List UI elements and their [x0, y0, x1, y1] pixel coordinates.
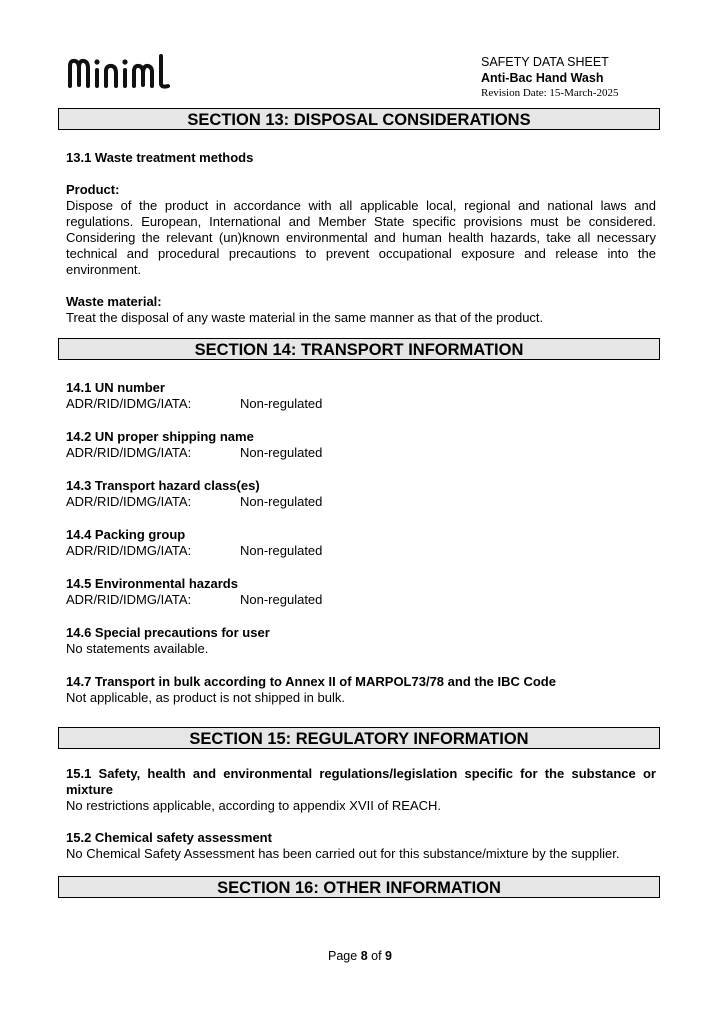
item-value: Non-regulated	[240, 396, 323, 411]
item-key: ADR/RID/IDMG/IATA:	[66, 396, 192, 411]
page-footer	[0, 949, 720, 963]
item-14-4	[66, 527, 656, 559]
subheading-15-1: 15.1 Safety, health and environmental regulations/legislation specific for the substance or mixture	[66, 766, 656, 797]
section-16-title: SECTION 16: OTHER INFORMATION	[58, 876, 660, 898]
subheading-15-2: 15.2 Chemical safety assessment	[66, 830, 272, 845]
miniml-logo-icon	[66, 52, 176, 92]
section-15-body	[66, 766, 656, 862]
text-14-7: Not applicable, as product is not shipped in bulk.	[66, 690, 345, 705]
doc-type: SAFETY DATA SHEET	[481, 55, 609, 69]
subheading-14-6: 14.6 Special precautions for user	[66, 625, 270, 640]
of-word: of	[371, 949, 382, 963]
item-heading: 14.1 UN number	[66, 380, 165, 395]
revision-date: Revision Date: 15-March-2025	[481, 87, 619, 99]
item-heading: 14.4 Packing group	[66, 527, 186, 542]
product-name: Anti-Bac Hand Wash	[481, 71, 604, 85]
item-14-3	[66, 478, 656, 510]
item-value: Non-regulated	[240, 445, 323, 460]
page-total: 9	[385, 949, 392, 963]
item-value: Non-regulated	[240, 592, 323, 607]
section-14-title: SECTION 14: TRANSPORT INFORMATION	[58, 338, 660, 360]
item-row	[66, 592, 656, 608]
item-key: ADR/RID/IDMG/IATA:	[66, 494, 192, 509]
item-heading: 14.3 Transport hazard class(es)	[66, 478, 260, 493]
item-14-5	[66, 576, 656, 608]
item-value: Non-regulated	[240, 543, 323, 558]
brand-logo	[66, 52, 176, 92]
item-14-1	[66, 380, 656, 412]
section-13-body	[66, 150, 656, 326]
item-key: ADR/RID/IDMG/IATA:	[66, 592, 192, 607]
item-row	[66, 494, 656, 510]
section-13-title: SECTION 13: DISPOSAL CONSIDERATIONS	[58, 108, 660, 130]
item-key: ADR/RID/IDMG/IATA:	[66, 543, 192, 558]
text-14-6: No statements available.	[66, 641, 209, 656]
waste-material-label: Waste material:	[66, 294, 162, 309]
page-word: Page	[328, 949, 358, 963]
section-14-body	[66, 380, 656, 706]
text-15-2: No Chemical Safety Assessment has been carried out for this substance/mixture by the supplier.	[66, 846, 620, 861]
section-15-title: SECTION 15: REGULATORY INFORMATION	[58, 727, 660, 749]
text-15-1: No restrictions applicable, according to appendix XVII of REACH.	[66, 798, 442, 813]
product-label: Product:	[66, 182, 120, 197]
item-heading: 14.2 UN proper shipping name	[66, 429, 254, 444]
item-14-2	[66, 429, 656, 461]
subheading-14-7: 14.7 Transport in bulk according to Annex II of MARPOL73/78 and the IBC Code	[66, 674, 556, 689]
item-key: ADR/RID/IDMG/IATA:	[66, 445, 192, 460]
subheading-13-1: 13.1 Waste treatment methods	[66, 150, 254, 165]
item-row	[66, 543, 656, 559]
item-row	[66, 445, 656, 461]
waste-material-text: Treat the disposal of any waste material in the same manner as that of the product.	[66, 310, 544, 325]
product-disposal-text: Dispose of the product in accordance with all applicable local, regional and national laws and regulations. European, International and Member State specific provisions must be considered. Considering the relevant (un)known environmental and human health hazards, take all necessary technical and procedural precautions to prevent occupational exposure and release into the environment.	[66, 198, 656, 277]
page-number: 8	[360, 949, 368, 963]
document-header	[481, 54, 618, 100]
item-value: Non-regulated	[240, 494, 323, 509]
item-heading: 14.5 Environmental hazards	[66, 576, 238, 591]
item-row	[66, 396, 656, 412]
